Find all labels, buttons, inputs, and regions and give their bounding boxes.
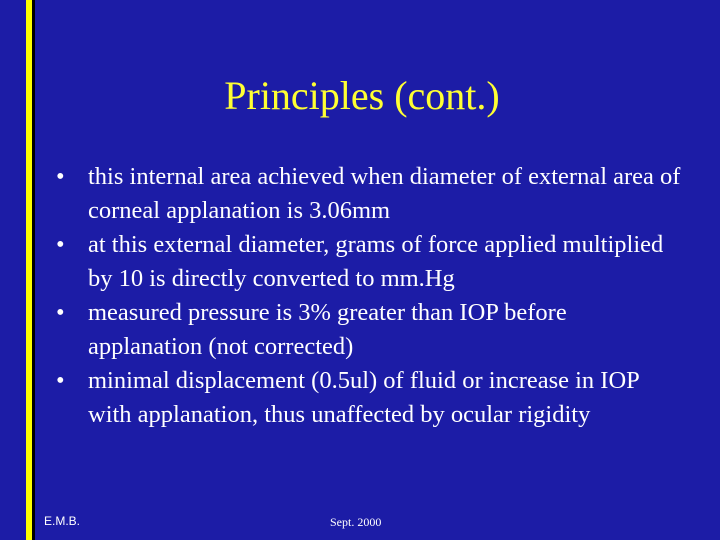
bullet-text: minimal displacement (0.5ul) of fluid or increase in IOP with applanation, thus unaffected by ocular rigidity xyxy=(88,367,639,428)
bullet-item xyxy=(56,296,686,364)
bullet-marker: • xyxy=(56,299,65,326)
bullet-item xyxy=(56,160,686,228)
bullet-text: measured pressure is 3% greater than IOP before applanation (not corrected) xyxy=(88,299,567,360)
bullet-list xyxy=(56,160,686,432)
bullet-item xyxy=(56,228,686,296)
bullet-text: at this external diameter, grams of force applied multiplied by 10 is directly converted to mm.Hg xyxy=(88,231,664,292)
bullet-marker: • xyxy=(56,231,65,258)
bullet-text: this internal area achieved when diameter of external area of corneal applanation is 3.06mm xyxy=(88,163,681,224)
slide-title-text: Principles (cont.) xyxy=(224,73,500,118)
bullet-marker: • xyxy=(56,367,65,394)
footer-date: Sept. 2000 xyxy=(330,515,382,529)
bullet-marker: • xyxy=(56,163,65,190)
slide-title xyxy=(0,70,720,122)
bullet-item xyxy=(56,364,686,432)
footer-author: E.M.B. xyxy=(44,514,81,528)
